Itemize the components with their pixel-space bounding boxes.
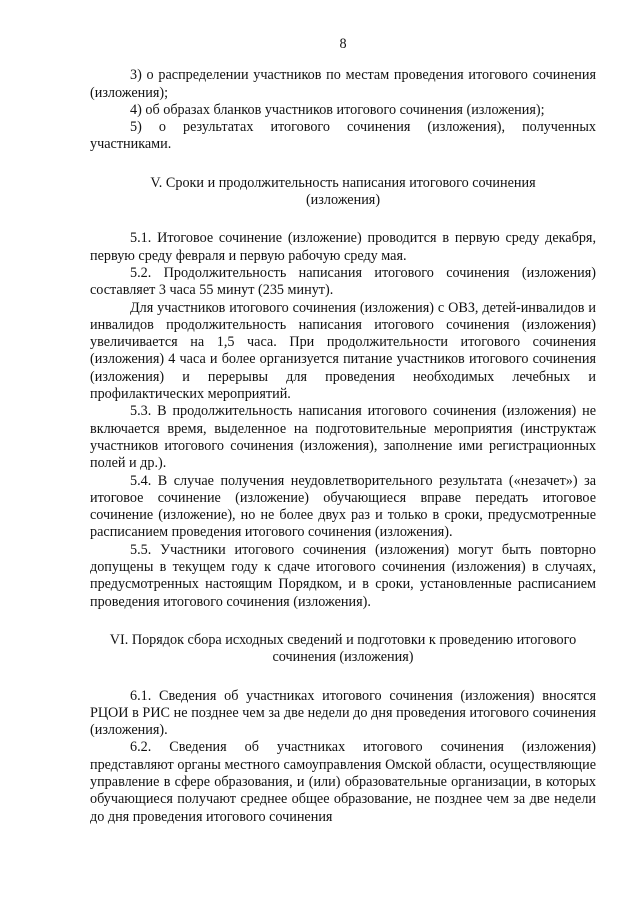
paragraph-5-4: 5.4. В случае получения неудовлетворительного результата («незачет») за итоговое сочинение (изложение) обучающиеся вправе передать итоговое сочинение (изложение), но не более двух раз и только в сроки, предусмотренные расписанием проведения итогового сочинения (изложения). <box>90 472 596 541</box>
section-6-title-cont: сочинения (изложения) <box>272 649 414 666</box>
section-5-title-cont: (изложения) <box>305 192 381 209</box>
list-item: 4) об образах бланков участников итогового сочинения (изложения); <box>130 101 545 118</box>
list-item: 3) о распределении участников по местам проведения итогового сочинения (изложения); <box>90 67 596 101</box>
paragraph-ovz: Для участников итогового сочинения (изложения) с ОВЗ, детей-инвалидов и инвалидов продолжительность написания итогового сочинения (изложения) увеличивается на 1,5 часа. При продолжительности итогового сочинения (изложения) 4 часа и более организуется питание участников итогового сочинения (изложения) и перерывы для проведения необходимых лечебных и профилактических мероприятий. <box>90 299 596 403</box>
page-number: 8 <box>339 36 347 52</box>
paragraph-5-3: 5.3. В продолжительность написания итогового сочинения (изложения) не включается время, выделенное на подготовительные мероприятия (инструктаж участников итогового сочинения (изложения), заполнение ими регистрационных полей и др.). <box>90 403 596 472</box>
list-item: 5) о результатах итогового сочинения (изложения), полученных участниками. <box>90 119 596 153</box>
section-5-title: V. Сроки и продолжительность написания итогового сочинения <box>150 174 536 191</box>
document-page <box>90 36 596 826</box>
section-6-title: VI. Порядок сбора исходных сведений и подготовки к проведению итогового <box>109 631 577 648</box>
paragraph-5-1: 5.1. Итоговое сочинение (изложение) проводится в первую среду декабря, первую среду февраля и первую рабочую среду мая. <box>90 230 596 264</box>
paragraph-5-5: 5.5. Участники итогового сочинения (изложения) могут быть повторно допущены в текущем году к сдаче итогового сочинения (изложения) в случаях, предусмотренных настоящим Порядком, и в сроки, установленные расписанием проведения итогового сочинения (изложения). <box>90 541 596 610</box>
paragraph-6-2: 6.2. Сведения об участниках итогового сочинения (изложения) представляют органы местного самоуправления Омской области, осуществляющие управление в сфере образования, и (или) образовательные организации, в которых обучающиеся получают среднее общее образование, не позднее чем за две недели до дня проведения итогового сочинения <box>90 739 596 825</box>
paragraph-6-1: 6.1. Сведения об участниках итогового сочинения (изложения) вносятся РЦОИ в РИС не позднее чем за две недели до дня проведения итогового сочинения (изложения). <box>90 687 596 739</box>
paragraph-5-2: 5.2. Продолжительность написания итогового сочинения (изложения) составляет 3 часа 55 минут (235 минут). <box>90 264 596 299</box>
